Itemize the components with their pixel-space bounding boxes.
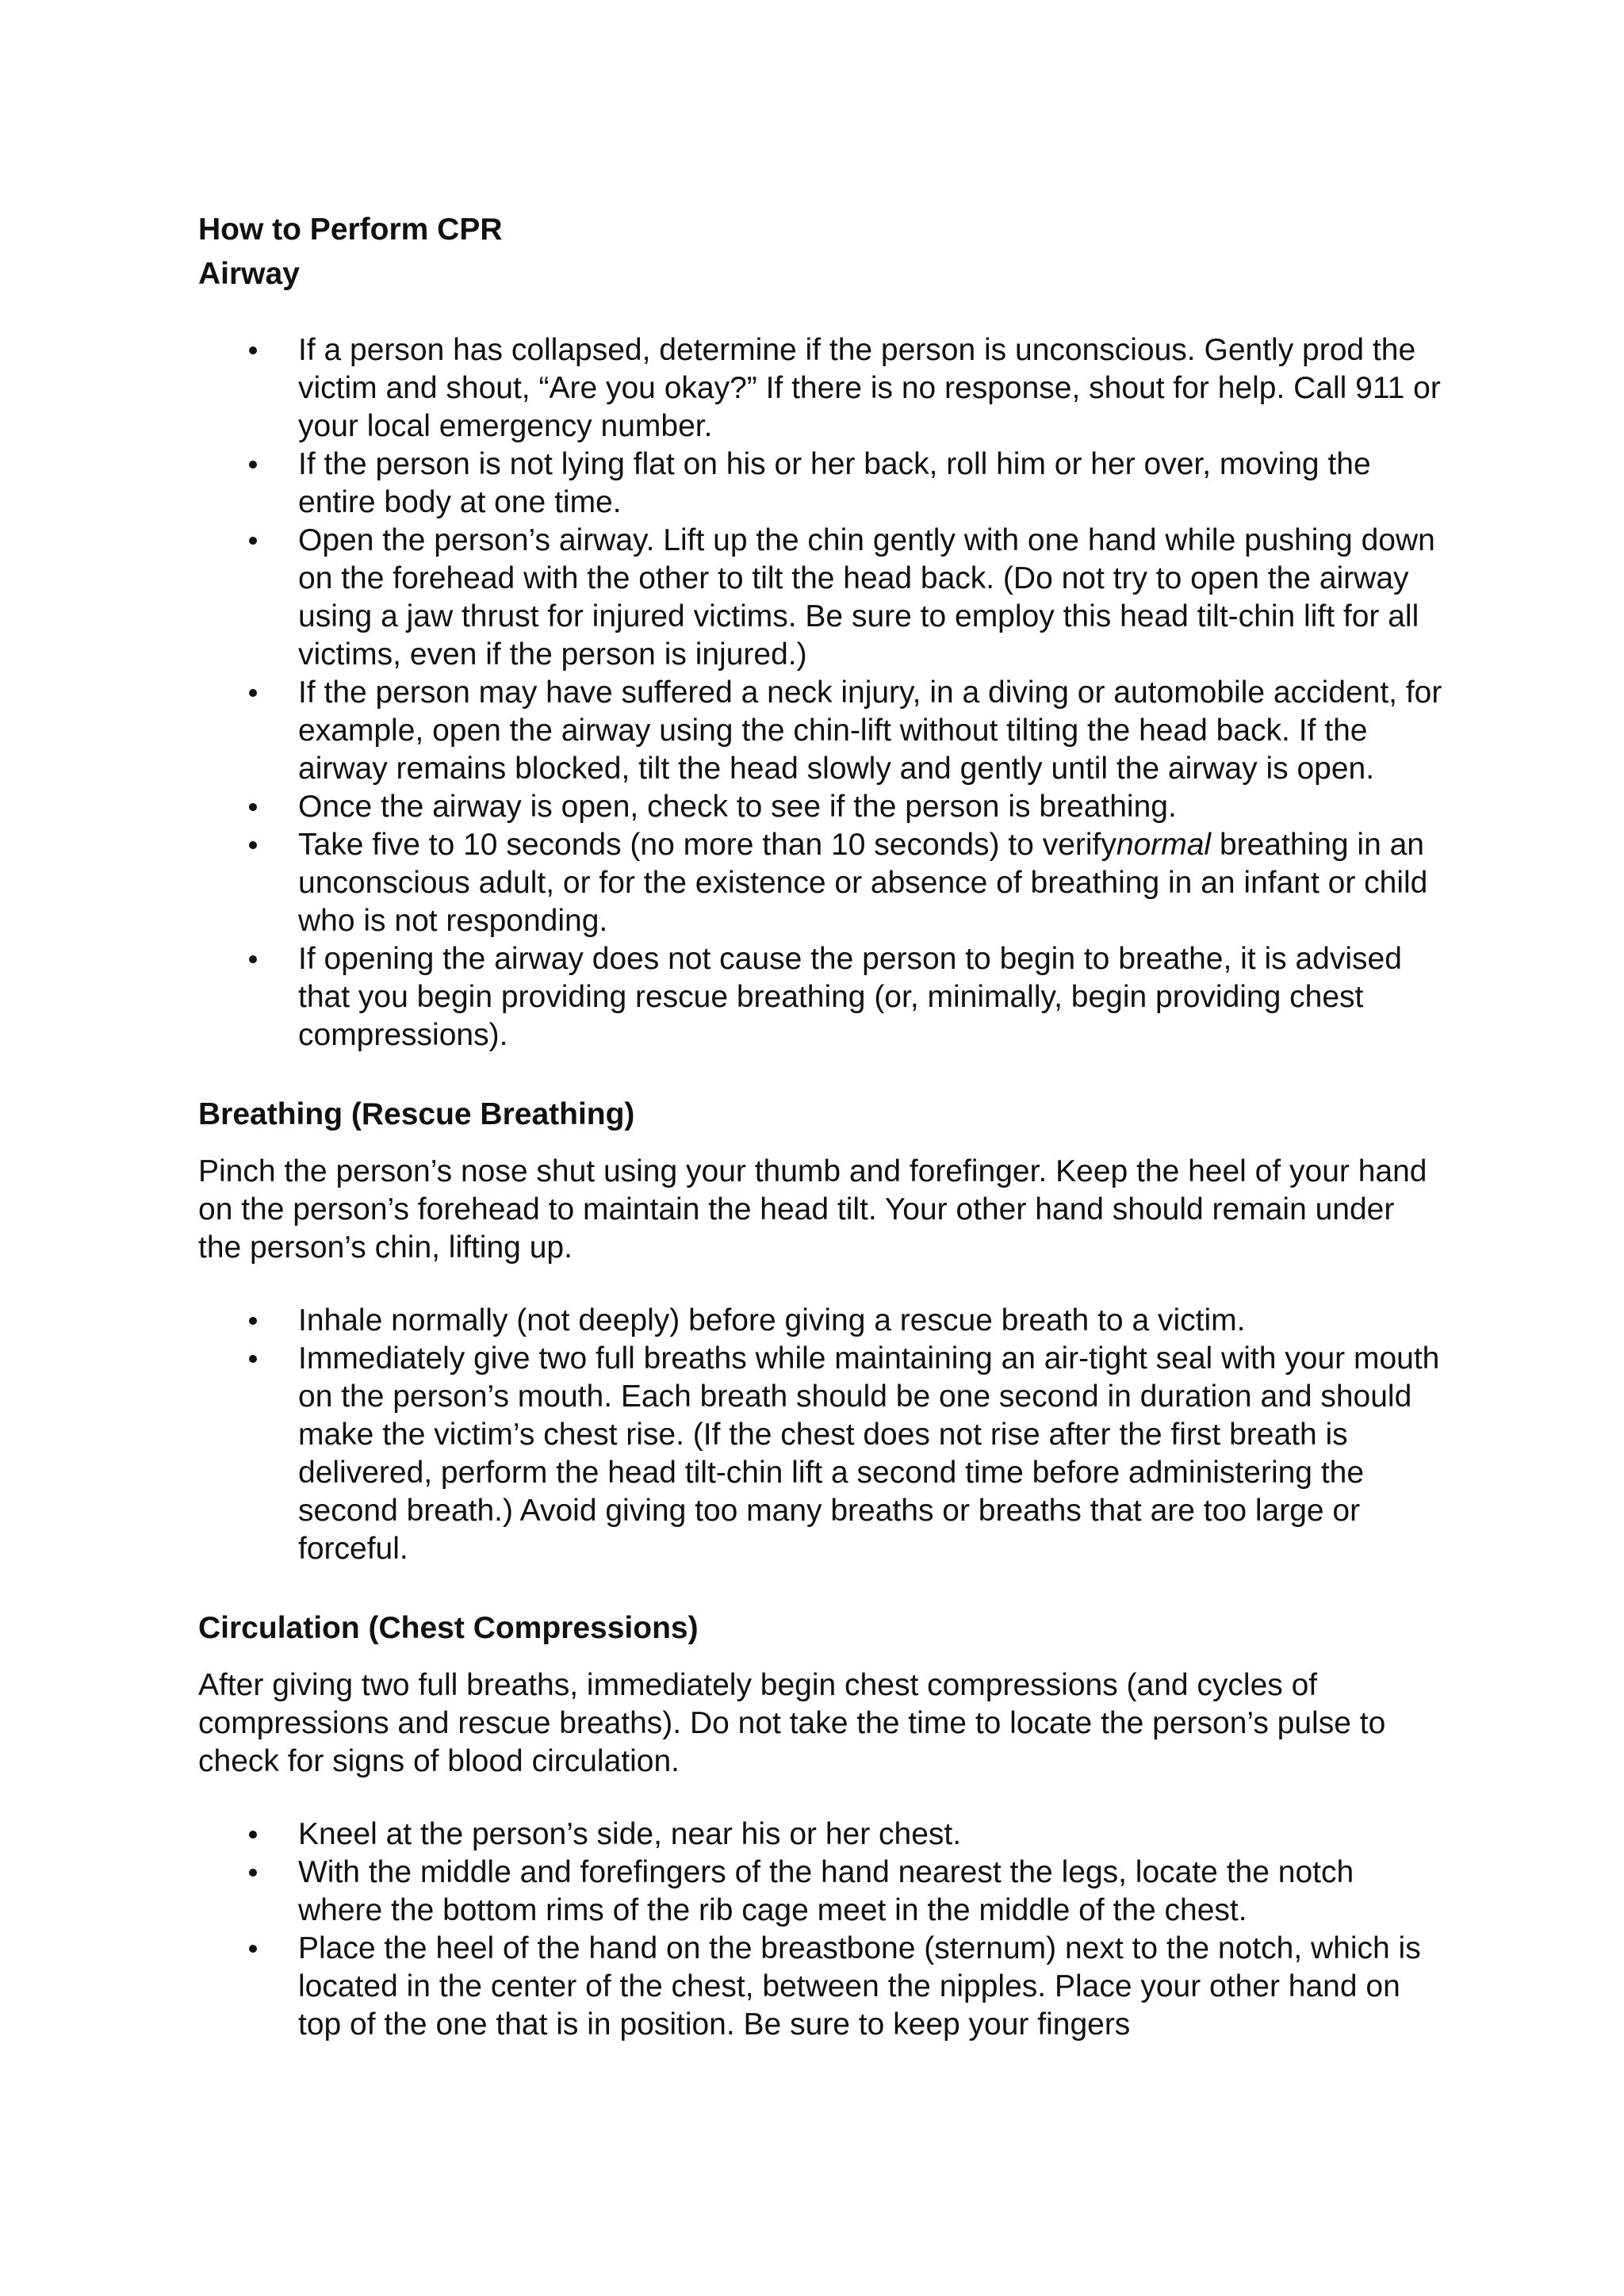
breathing-intro: Pinch the person’s nose shut using your thumb and forefinger. Keep the heel of your hand on the person’s forehead to maintain the head tilt. Your other hand should remain under the person’s chin, lifting up. <box>198 1154 1427 1265</box>
bullet-icon <box>249 955 257 963</box>
document-title: How to Perform CPR <box>198 212 503 247</box>
list-item <box>198 1930 1443 2044</box>
bullet-icon <box>249 1355 257 1363</box>
list-item <box>198 1340 1443 1568</box>
list-item-text: Kneel at the person’s side, near his or her chest. <box>298 1817 962 1851</box>
airway-heading: Airway <box>198 257 300 291</box>
bullet-icon <box>249 1317 257 1325</box>
list-item <box>198 331 1443 446</box>
list-item <box>198 1854 1443 1930</box>
list-item <box>198 446 1443 522</box>
bullet-icon <box>249 1945 257 1953</box>
list-item <box>198 826 1443 940</box>
bullet-icon <box>249 1869 257 1877</box>
list-item-text: With the middle and forefingers of the hand nearest the legs, locate the notch where the bottom rims of the rib cage meet in the middle of the chest. <box>298 1855 1354 1927</box>
list-item-text: If opening the airway does not cause the person to begin to breathe, it is advised that you begin providing rescue breathing (or, minimally, begin providing chest compressions). <box>298 942 1402 1052</box>
bullet-icon <box>249 689 257 697</box>
bullet-icon <box>249 461 257 469</box>
list-item-text: Inhale normally (not deeply) before giving a rescue breath to a victim. <box>298 1303 1246 1337</box>
list-item <box>198 788 1443 826</box>
bullet-icon <box>249 841 257 849</box>
list-item-text: Immediately give two full breaths while maintaining an air-tight seal with your mouth on the person’s mouth. Each breath should be one second in duration and should make the victim’s chest rise. (If the chest does not rise after the first breath is delivered, perform the head tilt-chin lift a second time before administering the second breath.) Avoid giving too many breaths or breaths that are too large or forceful. <box>298 1341 1440 1566</box>
list-item <box>198 1302 1443 1340</box>
list-item-text-end: breathing in an unconscious adult, or for the existence or absence of breathing in an infant or child who is not responding. <box>298 828 1428 938</box>
airway-list <box>198 331 1443 1054</box>
list-item-text: If a person has collapsed, determine if the person is unconscious. Gently prod the victim and shout, “Are you okay?” If there is no response, shout for help. Call 911 or your local emergency number. <box>298 333 1441 443</box>
circulation-heading: Circulation (Chest Compressions) <box>198 1611 699 1645</box>
list-item <box>198 674 1443 788</box>
bullet-icon <box>249 537 257 545</box>
list-item-text: If the person may have suffered a neck injury, in a diving or automobile accident, for example, open the airway using the chin-lift without tilting the head back. If the airway remains blocked, tilt the head slowly and gently until the airway is open. <box>298 675 1442 786</box>
list-item <box>198 940 1443 1054</box>
circulation-intro: After giving two full breaths, immediately begin chest compressions (and cycles of compressions and rescue breaths). Do not take the time to locate the person’s pulse to check for signs of blood circulation. <box>198 1668 1386 1778</box>
list-item-text-start: Take five to 10 seconds (no more than 10 seconds) to verify <box>298 828 1116 862</box>
breathing-heading: Breathing (Rescue Breathing) <box>198 1097 635 1131</box>
emphasis-text: normal <box>1116 828 1212 862</box>
bullet-icon <box>249 803 257 811</box>
list-item-text: Once the airway is open, check to see if the person is breathing. <box>298 790 1177 824</box>
breathing-list <box>198 1302 1443 1568</box>
list-item <box>198 1816 1443 1854</box>
bullet-icon <box>249 346 257 354</box>
list-item <box>198 522 1443 674</box>
bullet-icon <box>249 1831 257 1839</box>
list-item-text: Place the heel of the hand on the breastbone (sternum) next to the notch, which is located in the center of the chest, between the nipples. Place your other hand on top of the one that is in position. Be sure to keep your fingers <box>298 1931 1421 2042</box>
circulation-list <box>198 1816 1443 2044</box>
list-item-text: If the person is not lying flat on his or her back, roll him or her over, moving the entire body at one time. <box>298 447 1371 519</box>
document-page <box>198 208 1443 2044</box>
list-item-text: Open the person’s airway. Lift up the chin gently with one hand while pushing down on the forehead with the other to tilt the head back. (Do not try to open the airway using a jaw thrust for injured victims. Be sure to employ this head tilt-chin lift for all victims, even if the person is injured.) <box>298 523 1435 672</box>
